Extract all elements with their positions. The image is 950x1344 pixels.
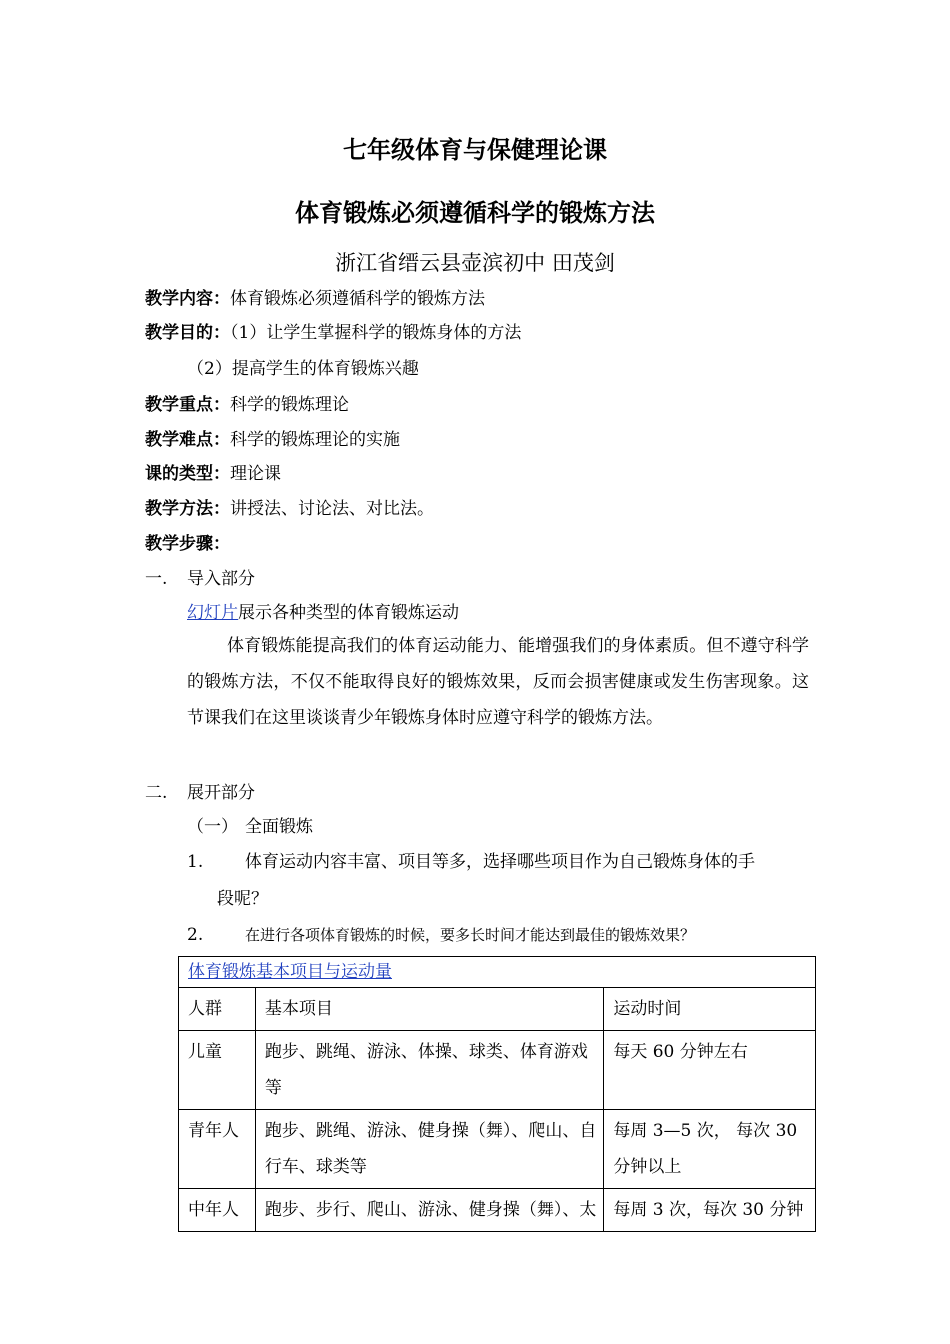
meta-value: （1）让学生掌握科学的锻炼身体的方法	[230, 323, 522, 343]
meta-teaching-goal	[145, 321, 521, 345]
table-header-row	[179, 988, 816, 1031]
document-title: 七年级体育与保健理论课	[343, 136, 607, 164]
table-cell: 青年人	[179, 1110, 256, 1189]
section-title: 全面锻炼	[245, 817, 313, 837]
part1-heading	[145, 567, 255, 591]
slide-link[interactable]: 幻灯片	[187, 603, 238, 623]
part2-number: 二.	[145, 783, 168, 803]
question-text: 在进行各项体育锻炼的时候，要多长时间才能达到最佳的锻炼效果？	[245, 926, 696, 944]
meta-label: 教学重点：	[145, 395, 230, 415]
question-text: 体育运动内容丰富、项目等多，选择哪些项目作为自己锻炼身体的手	[245, 852, 755, 872]
part1-title: 导入部分	[187, 569, 255, 589]
meta-teaching-goal-2	[187, 357, 419, 381]
question-number: 2.	[187, 925, 204, 945]
meta-label: 课的类型：	[145, 464, 230, 484]
part2-title: 展开部分	[187, 783, 255, 803]
meta-teaching-content	[145, 287, 485, 311]
section-number: （一）	[187, 817, 238, 837]
meta-label: 教学内容：	[145, 289, 230, 309]
table-row	[179, 1189, 816, 1232]
meta-value: 科学的锻炼理论的实施	[230, 430, 400, 450]
author-line: 浙江省缙云县壶滨初中 田茂剑	[335, 251, 615, 275]
table-caption-link[interactable]: 体育锻炼基本项目与运动量	[188, 962, 392, 982]
meta-label: 教学步骤：	[145, 534, 230, 554]
meta-value: 理论课	[230, 464, 281, 484]
table-cell: 跑步、跳绳、游泳、健身操（舞）、爬山、自行车、球类等	[255, 1110, 604, 1189]
table-header: 基本项目	[255, 988, 604, 1031]
meta-value: 体育锻炼必须遵循科学的锻炼方法	[230, 289, 485, 309]
meta-key-point	[145, 393, 349, 417]
table-caption	[179, 957, 816, 988]
part1-number: 一.	[145, 569, 168, 589]
question-2	[187, 923, 695, 947]
question-1	[187, 850, 755, 874]
meta-value: 科学的锻炼理论	[230, 395, 349, 415]
table-cell: 中年人	[179, 1189, 256, 1232]
intro-paragraph: 体育锻炼能提高我们的体育运动能力、能增强我们的身体素质。但不遵守科学的锻炼方法，不仅不能取得良好的锻炼效果，反而会损害健康或发生伤害现象。这节课我们在这里谈谈青少年锻炼身体时应遵守科学的锻炼方法。	[187, 636, 809, 728]
meta-label: 教学目的：	[145, 323, 230, 343]
meta-label: 教学方法：	[145, 499, 230, 519]
table-cell: 跑步、步行、爬山、游泳、健身操（舞）、太	[255, 1189, 604, 1232]
table-header: 人群	[179, 988, 256, 1031]
slide-line	[187, 601, 459, 625]
question-1-continued: 段呢？	[217, 889, 268, 909]
slide-description: 展示各种类型的体育锻炼运动	[238, 603, 459, 623]
meta-value: 讲授法、讨论法、对比法。	[230, 499, 434, 519]
table-header: 运动时间	[604, 988, 816, 1031]
table-cell: 跑步、跳绳、游泳、体操、球类、体育游戏等	[255, 1031, 604, 1110]
table-row	[179, 1031, 816, 1110]
table-cell: 每天 60 分钟左右	[604, 1031, 816, 1110]
exercise-table	[178, 956, 816, 1232]
part2-heading	[145, 781, 255, 805]
meta-teaching-method	[145, 497, 434, 521]
meta-lesson-type	[145, 462, 281, 486]
table-cell: 每周 3 次，每次 30 分钟	[604, 1189, 816, 1232]
table-row	[179, 1110, 816, 1189]
question-number: 1.	[187, 852, 204, 872]
meta-difficulty	[145, 428, 400, 452]
section-overall-exercise	[187, 815, 313, 839]
meta-teaching-steps	[145, 532, 230, 556]
table-cell: 儿童	[179, 1031, 256, 1110]
document-subtitle: 体育锻炼必须遵循科学的锻炼方法	[295, 199, 655, 227]
table-cell: 每周 3—5 次， 每次 30 分钟以上	[604, 1110, 816, 1189]
table-caption-row	[179, 957, 816, 988]
meta-value: （2）提高学生的体育锻炼兴趣	[187, 359, 419, 379]
meta-label: 教学难点：	[145, 430, 230, 450]
